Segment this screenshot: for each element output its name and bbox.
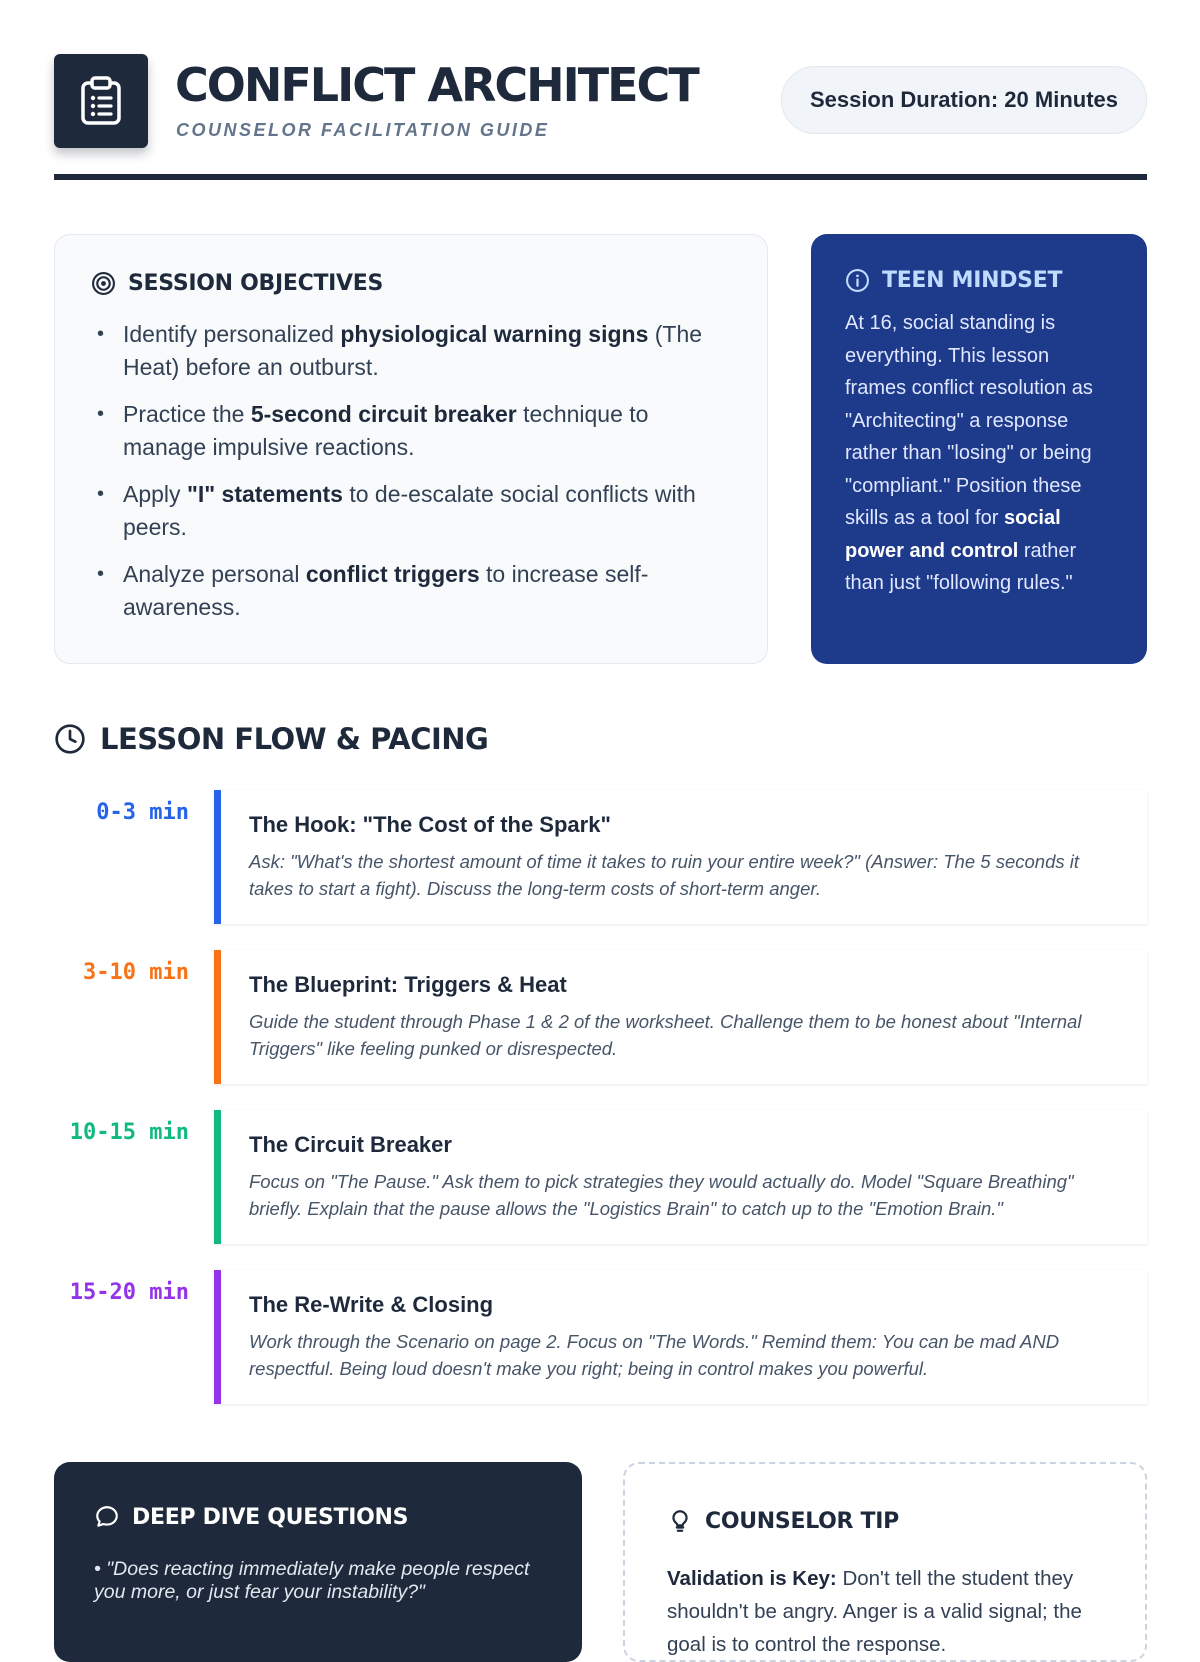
list-item: • Practice the 5-second circuit breaker technique to manage impulsive reactions. — [91, 398, 731, 464]
lesson-flow-heading — [54, 722, 488, 756]
session-duration-badge: Session Duration: 20 Minutes — [781, 66, 1147, 134]
step-time: 15-20 min — [69, 1280, 189, 1305]
lesson-step — [54, 790, 1147, 924]
step-card — [214, 1110, 1147, 1244]
deep-dive-title: DEEP DIVE QUESTIONS — [132, 1504, 409, 1530]
header-divider — [54, 174, 1147, 180]
list-item: • Identify personalized physiological warning signs (The Heat) before an outburst. — [91, 318, 731, 384]
lesson-step — [54, 950, 1147, 1084]
step-description: Guide the student through Phase 1 & 2 of the worksheet. Challenge them to be honest about "Internal Triggers" like feeling punked or disrespected. — [249, 1011, 1082, 1059]
mindset-heading — [845, 268, 1115, 293]
target-icon — [91, 271, 116, 296]
step-card — [214, 790, 1147, 924]
objectives-heading — [91, 271, 731, 296]
lesson-step — [54, 1110, 1147, 1244]
page-subtitle: COUNSELOR FACILITATION GUIDE — [176, 120, 550, 140]
list-item: • Apply "I" statements to de-escalate social conflicts with peers. — [91, 478, 731, 544]
tip-body: Validation is Key: Don't tell the student they shouldn't be angry. Anger is a valid signal; the goal is to control the response. — [667, 1567, 1082, 1656]
deep-dive-card — [54, 1462, 582, 1662]
objectives-list — [91, 318, 731, 624]
step-card — [214, 1270, 1147, 1404]
step-title: The Hook: "The Cost of the Spark" — [249, 812, 611, 837]
objectives-title: SESSION OBJECTIVES — [128, 271, 384, 296]
step-title: The Blueprint: Triggers & Heat — [249, 972, 567, 997]
info-icon — [845, 268, 870, 293]
step-time: 3-10 min — [83, 960, 189, 985]
lesson-step — [54, 1270, 1147, 1404]
page-title: CONFLICT ARCHITECT — [175, 58, 698, 112]
deep-dive-heading — [94, 1504, 542, 1530]
mindset-body: At 16, social standing is everything. This lesson frames conflict resolution as "Architecting" a response rather than "losing" or being "compliant." Position these skills as a tool for social power and control rather than just "following rules." — [845, 312, 1093, 594]
teen-mindset-card — [811, 234, 1147, 664]
page-header — [54, 52, 1147, 180]
step-description: Ask: "What's the shortest amount of time it takes to ruin your entire week?" (Answer: The 5 seconds it takes to start a fight). Discuss the long-term costs of short-term anger. — [249, 851, 1079, 899]
step-title: The Circuit Breaker — [249, 1132, 452, 1157]
step-time: 10-15 min — [69, 1120, 189, 1145]
list-item: • Analyze personal conflict triggers to increase self-awareness. — [91, 558, 731, 624]
lightbulb-icon — [667, 1508, 693, 1534]
chat-bubble-icon — [94, 1504, 120, 1530]
step-description: Focus on "The Pause." Ask them to pick strategies they would actually do. Model "Square Breathing" briefly. Explain that the pause allows the "Logistics Brain" to catch up to the "Emotion Brain." — [249, 1171, 1074, 1219]
counselor-tip-card — [623, 1462, 1147, 1662]
tip-heading — [667, 1508, 1105, 1534]
step-card — [214, 950, 1147, 1084]
session-objectives-card — [54, 234, 768, 664]
mindset-title: TEEN MINDSET — [882, 268, 1063, 293]
deep-dive-question: • "Does reacting immediately make people respect you more, or just fear your instability?" — [94, 1558, 530, 1603]
step-description: Work through the Scenario on page 2. Focus on "The Words." Remind them: You can be mad AND respectful. Being loud doesn't make you right; being in control makes you powerful. — [249, 1331, 1060, 1379]
logo — [54, 54, 148, 148]
step-title: The Re-Write & Closing — [249, 1292, 494, 1317]
step-time: 0-3 min — [96, 800, 189, 825]
lesson-flow-title: LESSON FLOW & PACING — [100, 722, 489, 756]
clock-icon — [54, 723, 86, 755]
tip-title: COUNSELOR TIP — [705, 1508, 899, 1534]
clipboard-list-icon — [79, 76, 123, 126]
